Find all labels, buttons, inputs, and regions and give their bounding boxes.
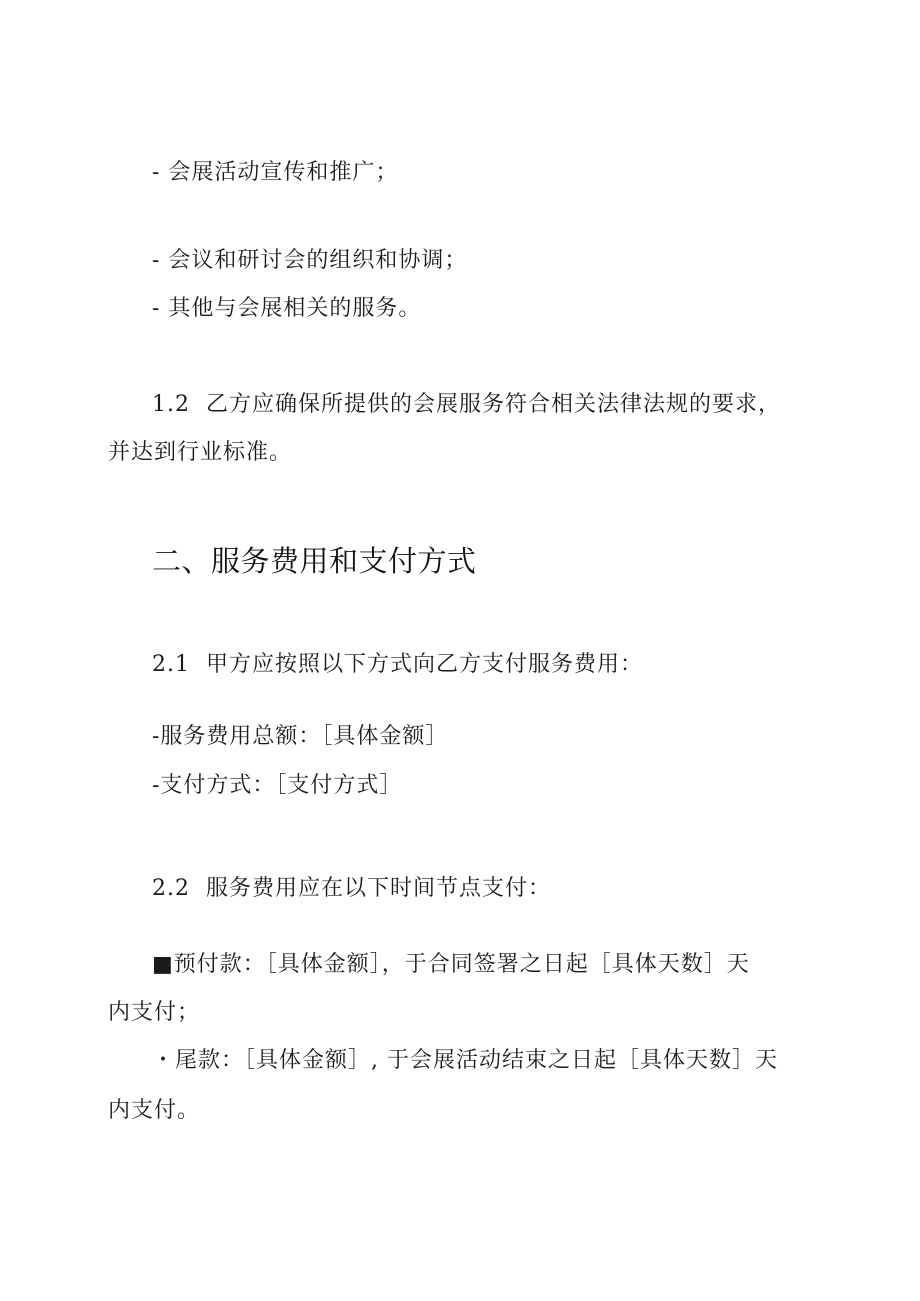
- clause-text: 服务费用应在以下时间节点支付：: [206, 876, 552, 901]
- clause-number: 2.2: [152, 876, 190, 901]
- scope-item-conference: - 会议和研讨会的组织和协调；: [152, 248, 468, 273]
- clause-number: 2.1: [152, 652, 190, 677]
- prepayment-line2: 内支付；: [108, 1000, 201, 1025]
- clause-2-1: [152, 650, 643, 680]
- scope-item-promotion: - 会展活动宣传和推广；: [152, 160, 399, 185]
- prepayment-line1: ■预付款：［具体金额］，于合同签署之日起［具体天数］天: [152, 952, 750, 977]
- fee-total-item: -服务费用总额：［具体金额］: [152, 724, 449, 749]
- clause-1-2-line1: [152, 390, 781, 420]
- clause-text: 乙方应确保所提供的会展服务符合相关法律法规的要求，: [206, 392, 782, 417]
- scope-item-other: - 其他与会展相关的服务。: [152, 296, 422, 321]
- final-payment-line1: ・尾款：［具体金额］, 于会展活动结束之日起［具体天数］天: [152, 1048, 778, 1073]
- final-payment-line2: 内支付。: [108, 1098, 201, 1123]
- clause-text: 甲方应按照以下方式向乙方支付服务费用：: [206, 652, 644, 677]
- clause-2-2: [152, 874, 551, 904]
- clause-number: 1.2: [152, 392, 190, 417]
- payment-method-item: -支付方式：［支付方式］: [152, 773, 403, 798]
- clause-1-2-line2: 并达到行业标准。: [108, 440, 293, 465]
- section-heading: 二、服务费用和支付方式: [152, 544, 477, 578]
